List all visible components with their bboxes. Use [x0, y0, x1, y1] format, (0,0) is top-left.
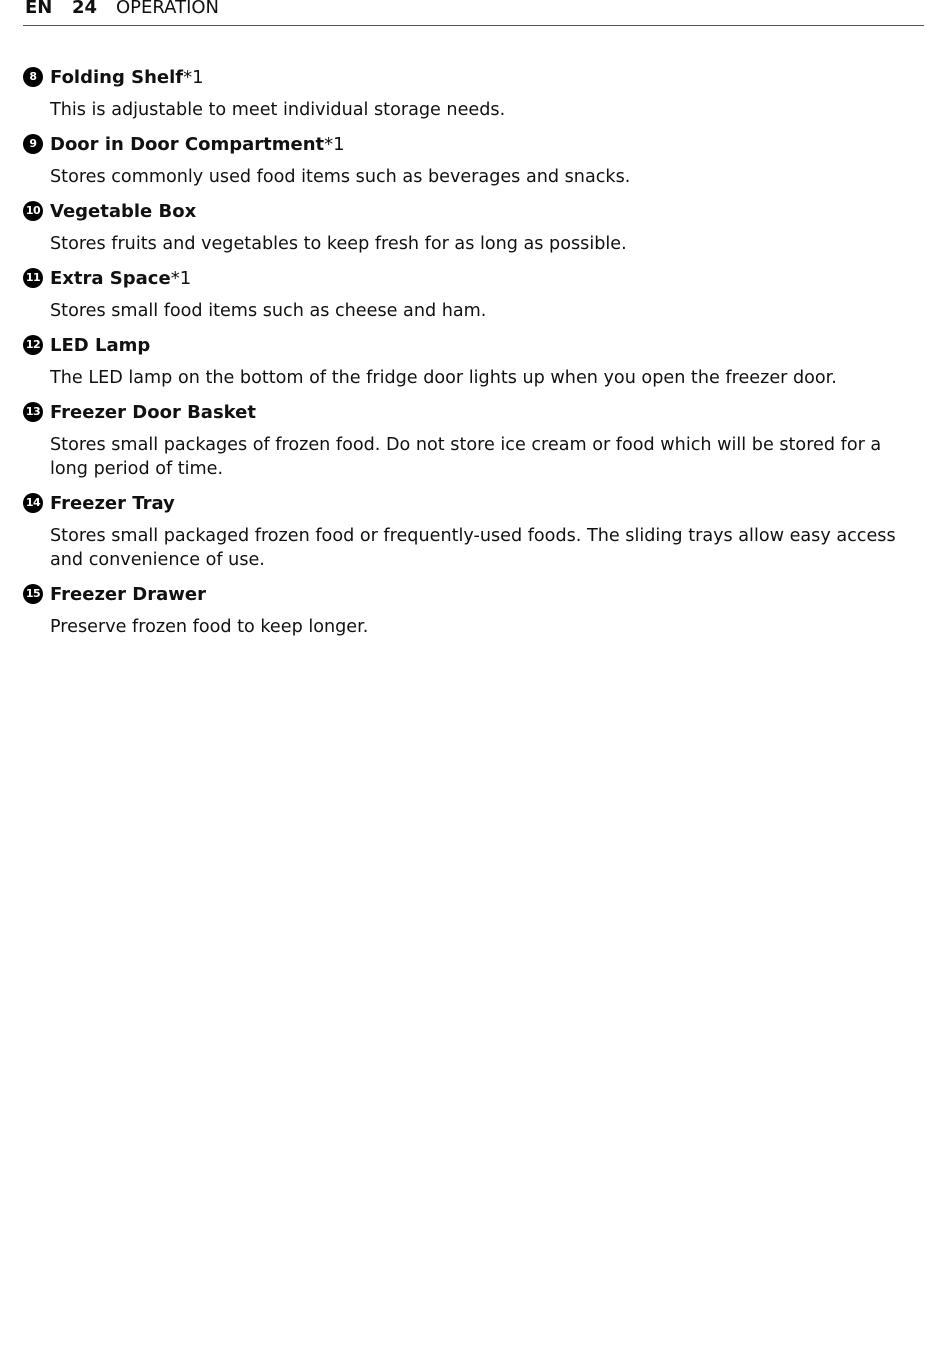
item-name: LED Lamp	[50, 335, 151, 356]
list-item-vegetable-box	[23, 198, 913, 256]
item-title	[50, 198, 913, 226]
item-description: Stores commonly used food items such as beverages and snacks.	[50, 167, 631, 187]
item-number-badge: 10	[23, 201, 43, 221]
item-number-badge: 15	[23, 584, 43, 604]
item-number-badge: 11	[23, 268, 43, 288]
item-name: Door in Door Compartment	[50, 134, 325, 155]
language-code: EN	[25, 0, 53, 18]
item-title	[50, 490, 913, 518]
item-title	[50, 131, 913, 159]
item-name: Vegetable Box	[50, 201, 197, 222]
list-item-led-lamp	[23, 332, 913, 390]
item-description: Stores small food items such as cheese and ham.	[50, 301, 487, 321]
item-title	[50, 64, 913, 92]
item-number-badge: 9	[23, 134, 43, 154]
page-number: 24	[72, 0, 98, 18]
list-item-door-in-door	[23, 131, 913, 189]
list-item-freezer-drawer	[23, 581, 913, 639]
list-item-folding-shelf	[23, 64, 913, 122]
item-number-badge: 12	[23, 335, 43, 355]
item-description: This is adjustable to meet individual storage needs.	[50, 100, 506, 120]
item-name: Freezer Tray	[50, 493, 175, 514]
item-title	[50, 399, 913, 427]
item-title	[50, 581, 913, 609]
item-name: Extra Space	[50, 268, 171, 289]
item-description: The LED lamp on the bottom of the fridge door lights up when you open the freezer door.	[50, 368, 837, 388]
item-name: Folding Shelf	[50, 67, 184, 88]
item-description: Stores fruits and vegetables to keep fresh for as long as possible.	[50, 234, 627, 254]
item-description: Stores small packages of frozen food. Do not store ice cream or food which will be stored for a long period of time.	[50, 435, 882, 479]
item-description: Stores small packaged frozen food or frequently-used foods. The sliding trays allow easy access and convenience of use.	[50, 526, 896, 570]
item-name: Freezer Door Basket	[50, 402, 256, 423]
item-title	[50, 265, 913, 293]
item-description: Preserve frozen food to keep longer.	[50, 617, 369, 637]
item-number-badge: 13	[23, 402, 43, 422]
footnote-mark: *1	[170, 268, 192, 289]
item-number-badge: 8	[23, 67, 43, 87]
list-item-freezer-tray	[23, 490, 913, 572]
footnote-mark: *1	[324, 134, 345, 155]
item-name: Freezer Drawer	[50, 584, 206, 605]
page-header	[23, 0, 924, 26]
list-item-freezer-door-basket	[23, 399, 913, 481]
list-item-extra-space	[23, 265, 913, 323]
item-title	[50, 332, 913, 360]
item-number-badge: 14	[23, 493, 43, 513]
section-title: OPERATION	[116, 0, 220, 18]
component-list	[23, 64, 913, 648]
footnote-mark: *1	[183, 67, 204, 88]
